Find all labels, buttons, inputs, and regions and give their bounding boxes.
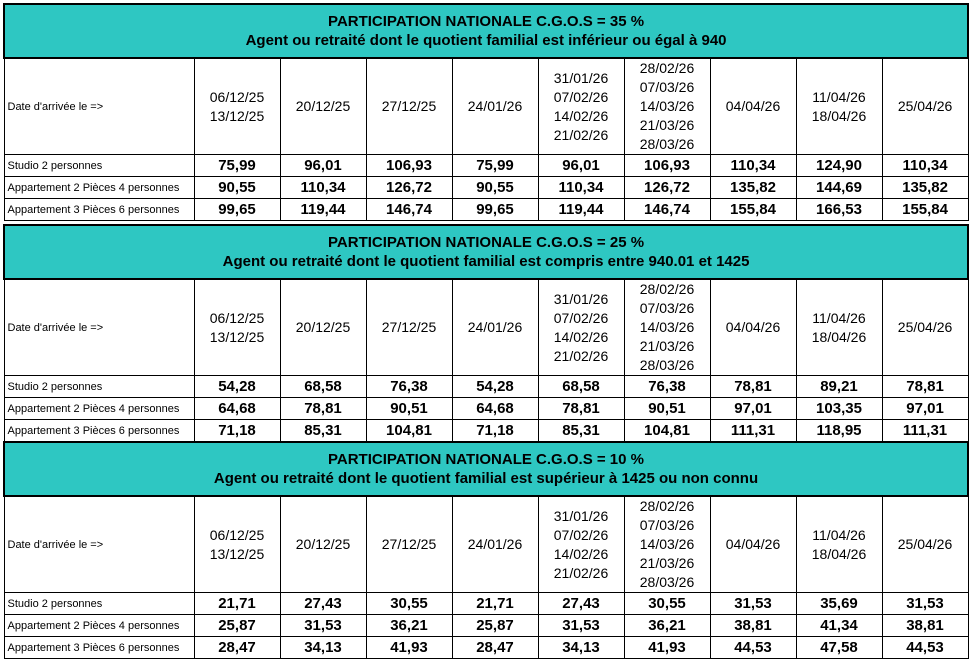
accommodation-label: Appartement 3 Pièces 6 personnes: [4, 199, 194, 221]
arrival-date: 21/03/26: [639, 338, 695, 354]
arrival-date: 18/04/26: [811, 107, 867, 124]
price-cell: 54,28: [194, 376, 280, 398]
section-header: [4, 4, 968, 58]
price-cell: 144,69: [796, 177, 882, 199]
arrival-date-cell: [710, 496, 796, 593]
arrival-date: 24/01/26: [467, 319, 523, 335]
accommodation-label: Studio 2 personnes: [4, 155, 194, 177]
price-cell: 36,21: [366, 615, 452, 637]
arrival-date: 14/03/26: [639, 536, 695, 552]
arrival-date: 14/02/26: [553, 328, 609, 345]
price-cell: 75,99: [194, 155, 280, 177]
tariff-table: [3, 441, 969, 659]
price-cell: 68,58: [280, 376, 366, 398]
accommodation-label: Studio 2 personnes: [4, 593, 194, 615]
accommodation-label: Appartement 3 Pièces 6 personnes: [4, 637, 194, 659]
price-cell: 97,01: [882, 398, 968, 420]
arrival-date: 07/03/26: [639, 79, 695, 95]
price-cell: 47,58: [796, 637, 882, 659]
tariff-table: [3, 224, 969, 442]
arrival-date: 14/03/26: [639, 98, 695, 114]
arrival-date: 06/12/25: [209, 309, 265, 326]
arrival-date: 27/12/25: [381, 536, 437, 552]
arrival-date: 11/04/26: [812, 309, 866, 326]
arrival-date: 13/12/25: [209, 328, 265, 345]
price-cell: 38,81: [710, 615, 796, 637]
arrival-date-cell: [280, 496, 366, 593]
arrival-date: 20/12/25: [295, 98, 351, 114]
arrival-date-cell: [882, 496, 968, 593]
price-cell: 99,65: [452, 199, 538, 221]
price-cell: 78,81: [538, 398, 624, 420]
accommodation-label: Studio 2 personnes: [4, 376, 194, 398]
price-cell: 110,34: [280, 177, 366, 199]
arrival-date-cell: [280, 58, 366, 155]
price-cell: 126,72: [624, 177, 710, 199]
dates-row: [4, 58, 968, 155]
arrival-date: 07/03/26: [639, 300, 695, 316]
arrival-date-cell: [538, 496, 624, 593]
arrival-date: 04/04/26: [725, 319, 781, 335]
arrival-date: 04/04/26: [725, 98, 781, 114]
price-cell: 75,99: [452, 155, 538, 177]
arrival-date: 31/01/26: [553, 507, 609, 524]
section-subtitle: Agent ou retraité dont le quotient familial est inférieur ou égal à 940: [245, 32, 727, 49]
arrival-date: 21/02/26: [553, 126, 609, 143]
price-cell: 104,81: [624, 420, 710, 442]
arrival-date-cell: [366, 496, 452, 593]
arrival-date: 28/02/26: [639, 60, 695, 76]
price-cell: 104,81: [366, 420, 452, 442]
price-cell: 31,53: [882, 593, 968, 615]
arrival-date: 14/02/26: [553, 107, 609, 124]
arrival-date-cell: [538, 58, 624, 155]
arrival-date-cell: [882, 279, 968, 376]
arrival-date-cell: [366, 279, 452, 376]
section-header: [4, 225, 968, 279]
arrival-date: 31/01/26: [553, 69, 609, 86]
section-subtitle: Agent ou retraité dont le quotient familial est supérieur à 1425 ou non connu: [213, 470, 759, 487]
arrival-date: 20/12/25: [295, 536, 351, 552]
section-header-row: [4, 442, 968, 496]
price-row: [4, 199, 968, 221]
price-cell: 38,81: [882, 615, 968, 637]
price-row: [4, 593, 968, 615]
price-cell: 124,90: [796, 155, 882, 177]
date-label: Date d'arrivée le =>: [4, 496, 194, 593]
price-cell: 106,93: [366, 155, 452, 177]
price-cell: 135,82: [710, 177, 796, 199]
price-cell: 90,55: [194, 177, 280, 199]
arrival-date: 21/03/26: [639, 117, 695, 133]
arrival-date-cell: [452, 496, 538, 593]
price-cell: 110,34: [538, 177, 624, 199]
arrival-date: 28/03/26: [639, 136, 695, 152]
arrival-date: 27/12/25: [381, 98, 437, 114]
price-cell: 34,13: [538, 637, 624, 659]
price-row: [4, 615, 968, 637]
price-row: [4, 398, 968, 420]
arrival-date: 27/12/25: [381, 319, 437, 335]
price-row: [4, 376, 968, 398]
price-cell: 111,31: [710, 420, 796, 442]
price-cell: 30,55: [366, 593, 452, 615]
price-cell: 78,81: [280, 398, 366, 420]
arrival-date: 06/12/25: [209, 88, 265, 105]
arrival-date: 21/03/26: [639, 555, 695, 571]
price-cell: 64,68: [194, 398, 280, 420]
price-cell: 135,82: [882, 177, 968, 199]
arrival-date-cell: [624, 58, 710, 155]
price-cell: 41,93: [366, 637, 452, 659]
price-cell: 118,95: [796, 420, 882, 442]
price-cell: 90,51: [624, 398, 710, 420]
price-row: [4, 637, 968, 659]
price-cell: 44,53: [882, 637, 968, 659]
tariff-table: [3, 3, 969, 221]
price-cell: 28,47: [194, 637, 280, 659]
arrival-date-cell: [194, 58, 280, 155]
price-cell: 103,35: [796, 398, 882, 420]
arrival-date-cell: [710, 279, 796, 376]
price-cell: 44,53: [710, 637, 796, 659]
section-header: [4, 442, 968, 496]
price-cell: 25,87: [452, 615, 538, 637]
price-cell: 31,53: [280, 615, 366, 637]
price-cell: 78,81: [710, 376, 796, 398]
price-cell: 64,68: [452, 398, 538, 420]
price-cell: 76,38: [624, 376, 710, 398]
arrival-date: 25/04/26: [897, 536, 953, 552]
price-cell: 71,18: [452, 420, 538, 442]
price-cell: 28,47: [452, 637, 538, 659]
date-label: Date d'arrivée le =>: [4, 58, 194, 155]
arrival-date: 28/03/26: [639, 357, 695, 373]
price-cell: 31,53: [538, 615, 624, 637]
section-title: PARTICIPATION NATIONALE C.G.O.S = 10 %: [327, 451, 644, 468]
price-cell: 119,44: [538, 199, 624, 221]
price-cell: 21,71: [194, 593, 280, 615]
arrival-date: 07/03/26: [639, 517, 695, 533]
price-cell: 97,01: [710, 398, 796, 420]
price-cell: 27,43: [280, 593, 366, 615]
price-row: [4, 177, 968, 199]
arrival-date-cell: [882, 58, 968, 155]
price-cell: 41,34: [796, 615, 882, 637]
arrival-date: 21/02/26: [553, 564, 609, 581]
section-title: PARTICIPATION NATIONALE C.G.O.S = 25 %: [328, 234, 645, 251]
price-cell: 96,01: [280, 155, 366, 177]
arrival-date-cell: [538, 279, 624, 376]
dates-row: [4, 279, 968, 376]
arrival-date-cell: [624, 279, 710, 376]
arrival-date: 07/02/26: [553, 309, 609, 326]
price-cell: 166,53: [796, 199, 882, 221]
arrival-date: 13/12/25: [209, 545, 265, 562]
arrival-date-cell: [710, 58, 796, 155]
price-cell: 27,43: [538, 593, 624, 615]
section-subtitle: Agent ou retraité dont le quotient familial est compris entre 940.01 et 1425: [222, 253, 750, 270]
arrival-date: 13/12/25: [209, 107, 265, 124]
price-cell: 146,74: [624, 199, 710, 221]
price-cell: 25,87: [194, 615, 280, 637]
arrival-date: 11/04/26: [812, 88, 866, 105]
arrival-date: 18/04/26: [811, 545, 867, 562]
arrival-date-cell: [280, 279, 366, 376]
price-cell: 85,31: [538, 420, 624, 442]
arrival-date-cell: [452, 279, 538, 376]
price-cell: 110,34: [882, 155, 968, 177]
arrival-date: 07/02/26: [553, 88, 609, 105]
arrival-date: 28/02/26: [639, 498, 695, 514]
price-cell: 41,93: [624, 637, 710, 659]
section-title: PARTICIPATION NATIONALE C.G.O.S = 35 %: [328, 13, 645, 30]
arrival-date: 07/02/26: [553, 526, 609, 543]
price-cell: 99,65: [194, 199, 280, 221]
price-cell: 21,71: [452, 593, 538, 615]
price-cell: 35,69: [796, 593, 882, 615]
price-cell: 119,44: [280, 199, 366, 221]
arrival-date-cell: [624, 496, 710, 593]
arrival-date: 28/03/26: [639, 574, 695, 590]
price-cell: 36,21: [624, 615, 710, 637]
accommodation-label: Appartement 2 Pièces 4 personnes: [4, 615, 194, 637]
price-cell: 146,74: [366, 199, 452, 221]
section-header-row: [4, 225, 968, 279]
arrival-date: 14/02/26: [553, 545, 609, 562]
price-cell: 78,81: [882, 376, 968, 398]
arrival-date-cell: [194, 279, 280, 376]
price-cell: 106,93: [624, 155, 710, 177]
arrival-date: 04/04/26: [725, 536, 781, 552]
price-cell: 96,01: [538, 155, 624, 177]
arrival-date-cell: [796, 496, 882, 593]
arrival-date: 20/12/25: [295, 319, 351, 335]
price-cell: 34,13: [280, 637, 366, 659]
price-cell: 30,55: [624, 593, 710, 615]
price-cell: 54,28: [452, 376, 538, 398]
section-header-row: [4, 4, 968, 58]
price-cell: 89,21: [796, 376, 882, 398]
arrival-date-cell: [366, 58, 452, 155]
price-cell: 85,31: [280, 420, 366, 442]
arrival-date: 06/12/25: [209, 526, 265, 543]
price-cell: 155,84: [882, 199, 968, 221]
price-cell: 126,72: [366, 177, 452, 199]
arrival-date-cell: [796, 279, 882, 376]
arrival-date: 18/04/26: [811, 328, 867, 345]
participation-section: [3, 441, 967, 659]
arrival-date-cell: [452, 58, 538, 155]
accommodation-label: Appartement 2 Pièces 4 personnes: [4, 177, 194, 199]
arrival-date: 25/04/26: [897, 98, 953, 114]
arrival-date: 24/01/26: [467, 98, 523, 114]
dates-row: [4, 496, 968, 593]
arrival-date: 25/04/26: [897, 319, 953, 335]
price-row: [4, 420, 968, 442]
price-cell: 71,18: [194, 420, 280, 442]
arrival-date: 28/02/26: [639, 281, 695, 297]
date-label: Date d'arrivée le =>: [4, 279, 194, 376]
price-cell: 76,38: [366, 376, 452, 398]
arrival-date: 31/01/26: [553, 290, 609, 307]
arrival-date-cell: [796, 58, 882, 155]
price-cell: 111,31: [882, 420, 968, 442]
arrival-date: 24/01/26: [467, 536, 523, 552]
participation-section: [3, 224, 967, 442]
arrival-date: 11/04/26: [812, 526, 866, 543]
accommodation-label: Appartement 3 Pièces 6 personnes: [4, 420, 194, 442]
arrival-date-cell: [194, 496, 280, 593]
participation-section: [3, 3, 967, 221]
price-cell: 90,51: [366, 398, 452, 420]
price-row: [4, 155, 968, 177]
price-cell: 110,34: [710, 155, 796, 177]
arrival-date: 21/02/26: [553, 347, 609, 364]
price-cell: 68,58: [538, 376, 624, 398]
price-cell: 90,55: [452, 177, 538, 199]
price-cell: 31,53: [710, 593, 796, 615]
arrival-date: 14/03/26: [639, 319, 695, 335]
price-cell: 155,84: [710, 199, 796, 221]
accommodation-label: Appartement 2 Pièces 4 personnes: [4, 398, 194, 420]
